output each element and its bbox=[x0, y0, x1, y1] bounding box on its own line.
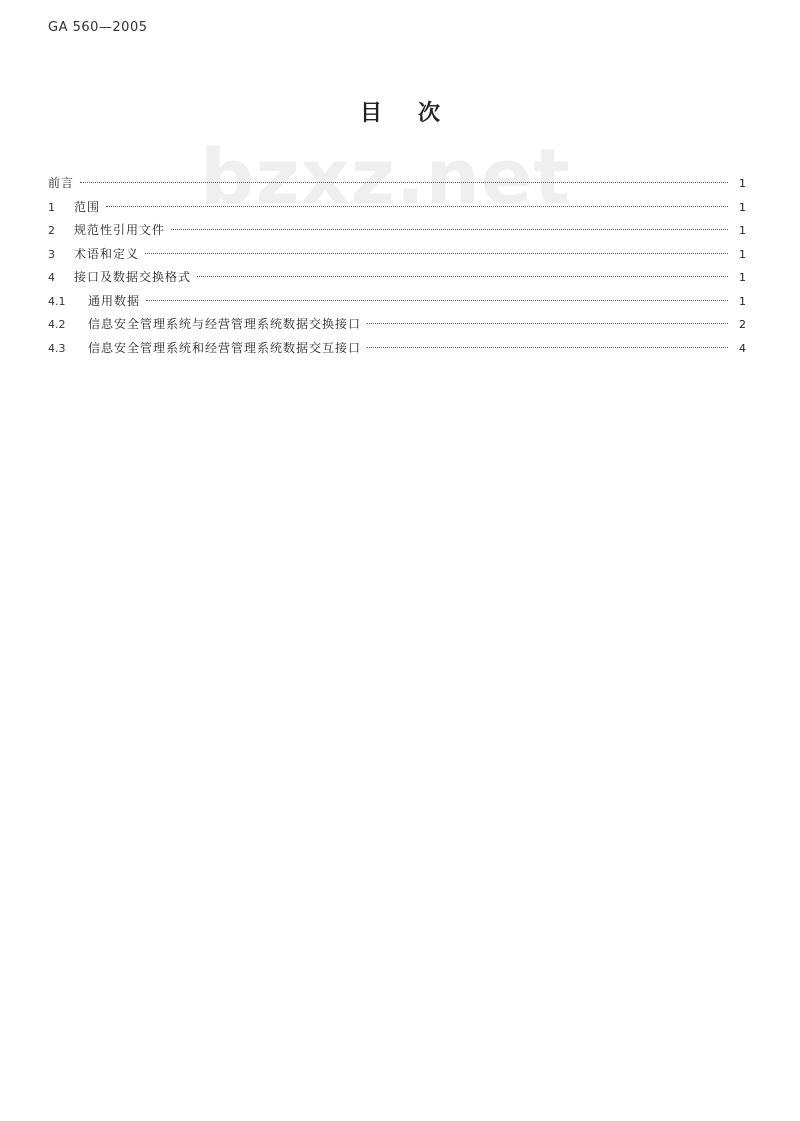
toc-entry-page: 1 bbox=[739, 224, 746, 237]
toc-entry-page: 1 bbox=[739, 200, 746, 214]
toc-entry-title: 接口及数据交换格式 bbox=[74, 270, 192, 284]
toc-entry-4-3[interactable] bbox=[48, 337, 746, 361]
table-of-contents bbox=[48, 172, 746, 360]
toc-leader bbox=[171, 229, 728, 230]
toc-entry-3[interactable] bbox=[48, 243, 746, 267]
toc-entry-2[interactable] bbox=[48, 219, 746, 243]
toc-entry-foreword[interactable] bbox=[48, 172, 746, 196]
toc-entry-page: 1 bbox=[739, 294, 746, 308]
toc-leader bbox=[146, 300, 728, 301]
toc-entry-title: 信息安全管理系统和经营管理系统数据交互接口 bbox=[88, 340, 362, 355]
toc-entry-4-1[interactable] bbox=[48, 290, 746, 314]
toc-leader bbox=[80, 182, 728, 183]
toc-entry-4-2[interactable] bbox=[48, 313, 746, 337]
toc-entry-number: 3 bbox=[48, 247, 55, 261]
toc-leader bbox=[197, 276, 728, 277]
toc-entry-number: 2 bbox=[48, 224, 55, 237]
toc-entry-title: 信息安全管理系统与经营管理系统数据交换接口 bbox=[88, 317, 362, 331]
toc-leader bbox=[367, 347, 728, 348]
toc-entry-title: 范围 bbox=[74, 199, 101, 214]
toc-entry-number: 4 bbox=[48, 271, 55, 284]
toc-entry-title: 通用数据 bbox=[88, 293, 141, 308]
watermark: bzxz.net bbox=[200, 132, 571, 221]
page-title: 目次 bbox=[359, 100, 476, 126]
toc-entry-number: 1 bbox=[48, 200, 55, 214]
toc-leader bbox=[367, 323, 728, 324]
toc-entry-page: 1 bbox=[739, 247, 746, 261]
toc-entry-number: 4.2 bbox=[48, 318, 66, 331]
toc-entry-number: 4.3 bbox=[48, 341, 66, 355]
toc-entry-page: 1 bbox=[739, 177, 746, 190]
toc-entry-4[interactable] bbox=[48, 266, 746, 290]
toc-entry-title: 术语和定义 bbox=[74, 246, 140, 261]
toc-entry-page: 4 bbox=[739, 341, 746, 355]
toc-entry-title: 规范性引用文件 bbox=[74, 223, 166, 237]
toc-leader bbox=[106, 206, 728, 207]
standard-code: GA 560—2005 bbox=[48, 20, 148, 35]
toc-entry-number: 4.1 bbox=[48, 294, 66, 308]
toc-entry-page: 2 bbox=[739, 318, 746, 331]
toc-entry-page: 1 bbox=[739, 271, 746, 284]
toc-leader bbox=[145, 253, 728, 254]
toc-entry-title: 前言 bbox=[48, 176, 75, 190]
toc-entry-1[interactable] bbox=[48, 196, 746, 220]
